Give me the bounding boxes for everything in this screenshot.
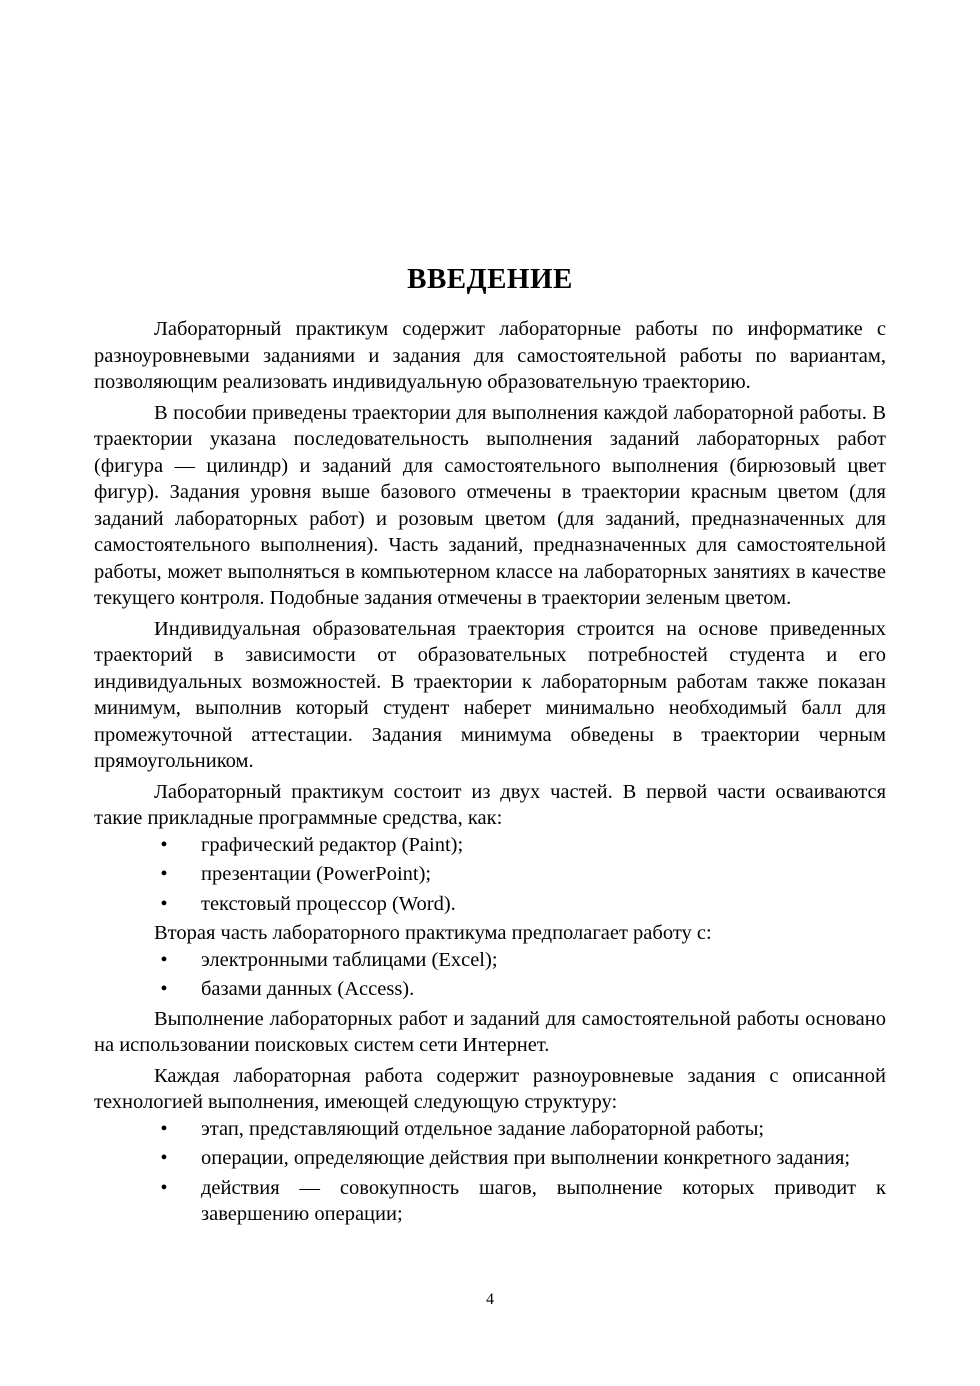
- list-item-text: базами данных (Access).: [201, 978, 415, 1000]
- list-item: [94, 1175, 886, 1228]
- document-page: [94, 262, 886, 1231]
- list-item-text: операции, определяющие действия при выполнении конкретного задания;: [201, 1147, 851, 1169]
- intro-paragraph: Лабораторный практикум содержит лабораторные работы по информатике с разноуровневыми заданиями и задания для самостоятельной работы по вариантам, позволяющим реализовать индивидуальную образовательную траекторию.: [94, 318, 886, 393]
- page-number: 4: [486, 1291, 494, 1308]
- bullet-icon: •: [160, 863, 168, 885]
- bullet-icon: •: [160, 1117, 168, 1140]
- list-item: [94, 891, 886, 918]
- list-item-text: текстовый процессор (Word).: [201, 892, 456, 915]
- parts-paragraph: Лабораторный практикум состоит из двух частей. В первой части осваиваются такие прикладные программные средства, как:: [94, 780, 886, 829]
- bullet-icon: •: [160, 892, 168, 915]
- structure-list: [94, 1116, 886, 1228]
- individual-trajectory-paragraph: Индивидуальная образовательная траектория строится на основе приведенных траекторий в зависимости от образовательных потребностей студента и его индивидуальных возможностей. В траектории к лабораторным работам также показан минимум, выполнив который студент наберет минимально необходимый балл для промежуточной аттестации. Задания минимума обведены в траектории черным прямоугольником.: [94, 617, 886, 772]
- list-item: [94, 832, 886, 859]
- list-item: [94, 1116, 886, 1143]
- list-item: [94, 861, 886, 888]
- list-item: [94, 976, 886, 1003]
- list-item: [94, 947, 886, 974]
- list-item-text: этап, представляющий отдельное задание лабораторной работы;: [201, 1117, 765, 1140]
- part2-tools-list: [94, 947, 886, 1003]
- trajectory-paragraph: В пособии приведены траектории для выполнения каждой лабораторной работы. В траектории указана последовательность выполнения заданий лабораторных работ (фигура — цилиндр) и заданий для самостоятельного выполнения (бирюзовый цвет фигур). Задания уровня выше базового отмечены в траектории красным цветом (для заданий лабораторных работ) и розовым цветом (для заданий, предназначенных для самостоятельного выполнения). Часть заданий, предназначенных для самостоятельной работы, может выполняться в компьютерном классе на лабораторных занятиях в качестве текущего контроля. Подобные задания отмечены в траектории зеленым цветом.: [94, 401, 886, 609]
- list-item-text: презентации (PowerPoint);: [201, 863, 432, 885]
- list-item-text: графический редактор (Paint);: [201, 833, 464, 856]
- list-item-text: электронными таблицами (Excel);: [201, 948, 498, 971]
- structure-paragraph: Каждая лабораторная работа содержит разноуровневые задания с описанной технологией выполнения, имеющей следующую структуру:: [94, 1064, 886, 1113]
- list-item: [94, 1145, 886, 1172]
- part2-paragraph: Вторая часть лабораторного практикума предполагает работу с:: [154, 922, 712, 944]
- list-item-text: действия — совокупность шагов, выполнение которых приводит к завершению операции;: [201, 1176, 886, 1225]
- bullet-icon: •: [160, 1147, 168, 1169]
- bullet-icon: •: [160, 978, 168, 1000]
- internet-paragraph: Выполнение лабораторных работ и заданий для самостоятельной работы основано на использовании поисковых систем сети Интернет.: [94, 1007, 886, 1056]
- part1-tools-list: [94, 832, 886, 918]
- page-title: ВВЕДЕНИЕ: [407, 263, 573, 295]
- bullet-icon: •: [160, 948, 168, 971]
- bullet-icon: •: [160, 1176, 168, 1199]
- bullet-icon: •: [160, 833, 168, 856]
